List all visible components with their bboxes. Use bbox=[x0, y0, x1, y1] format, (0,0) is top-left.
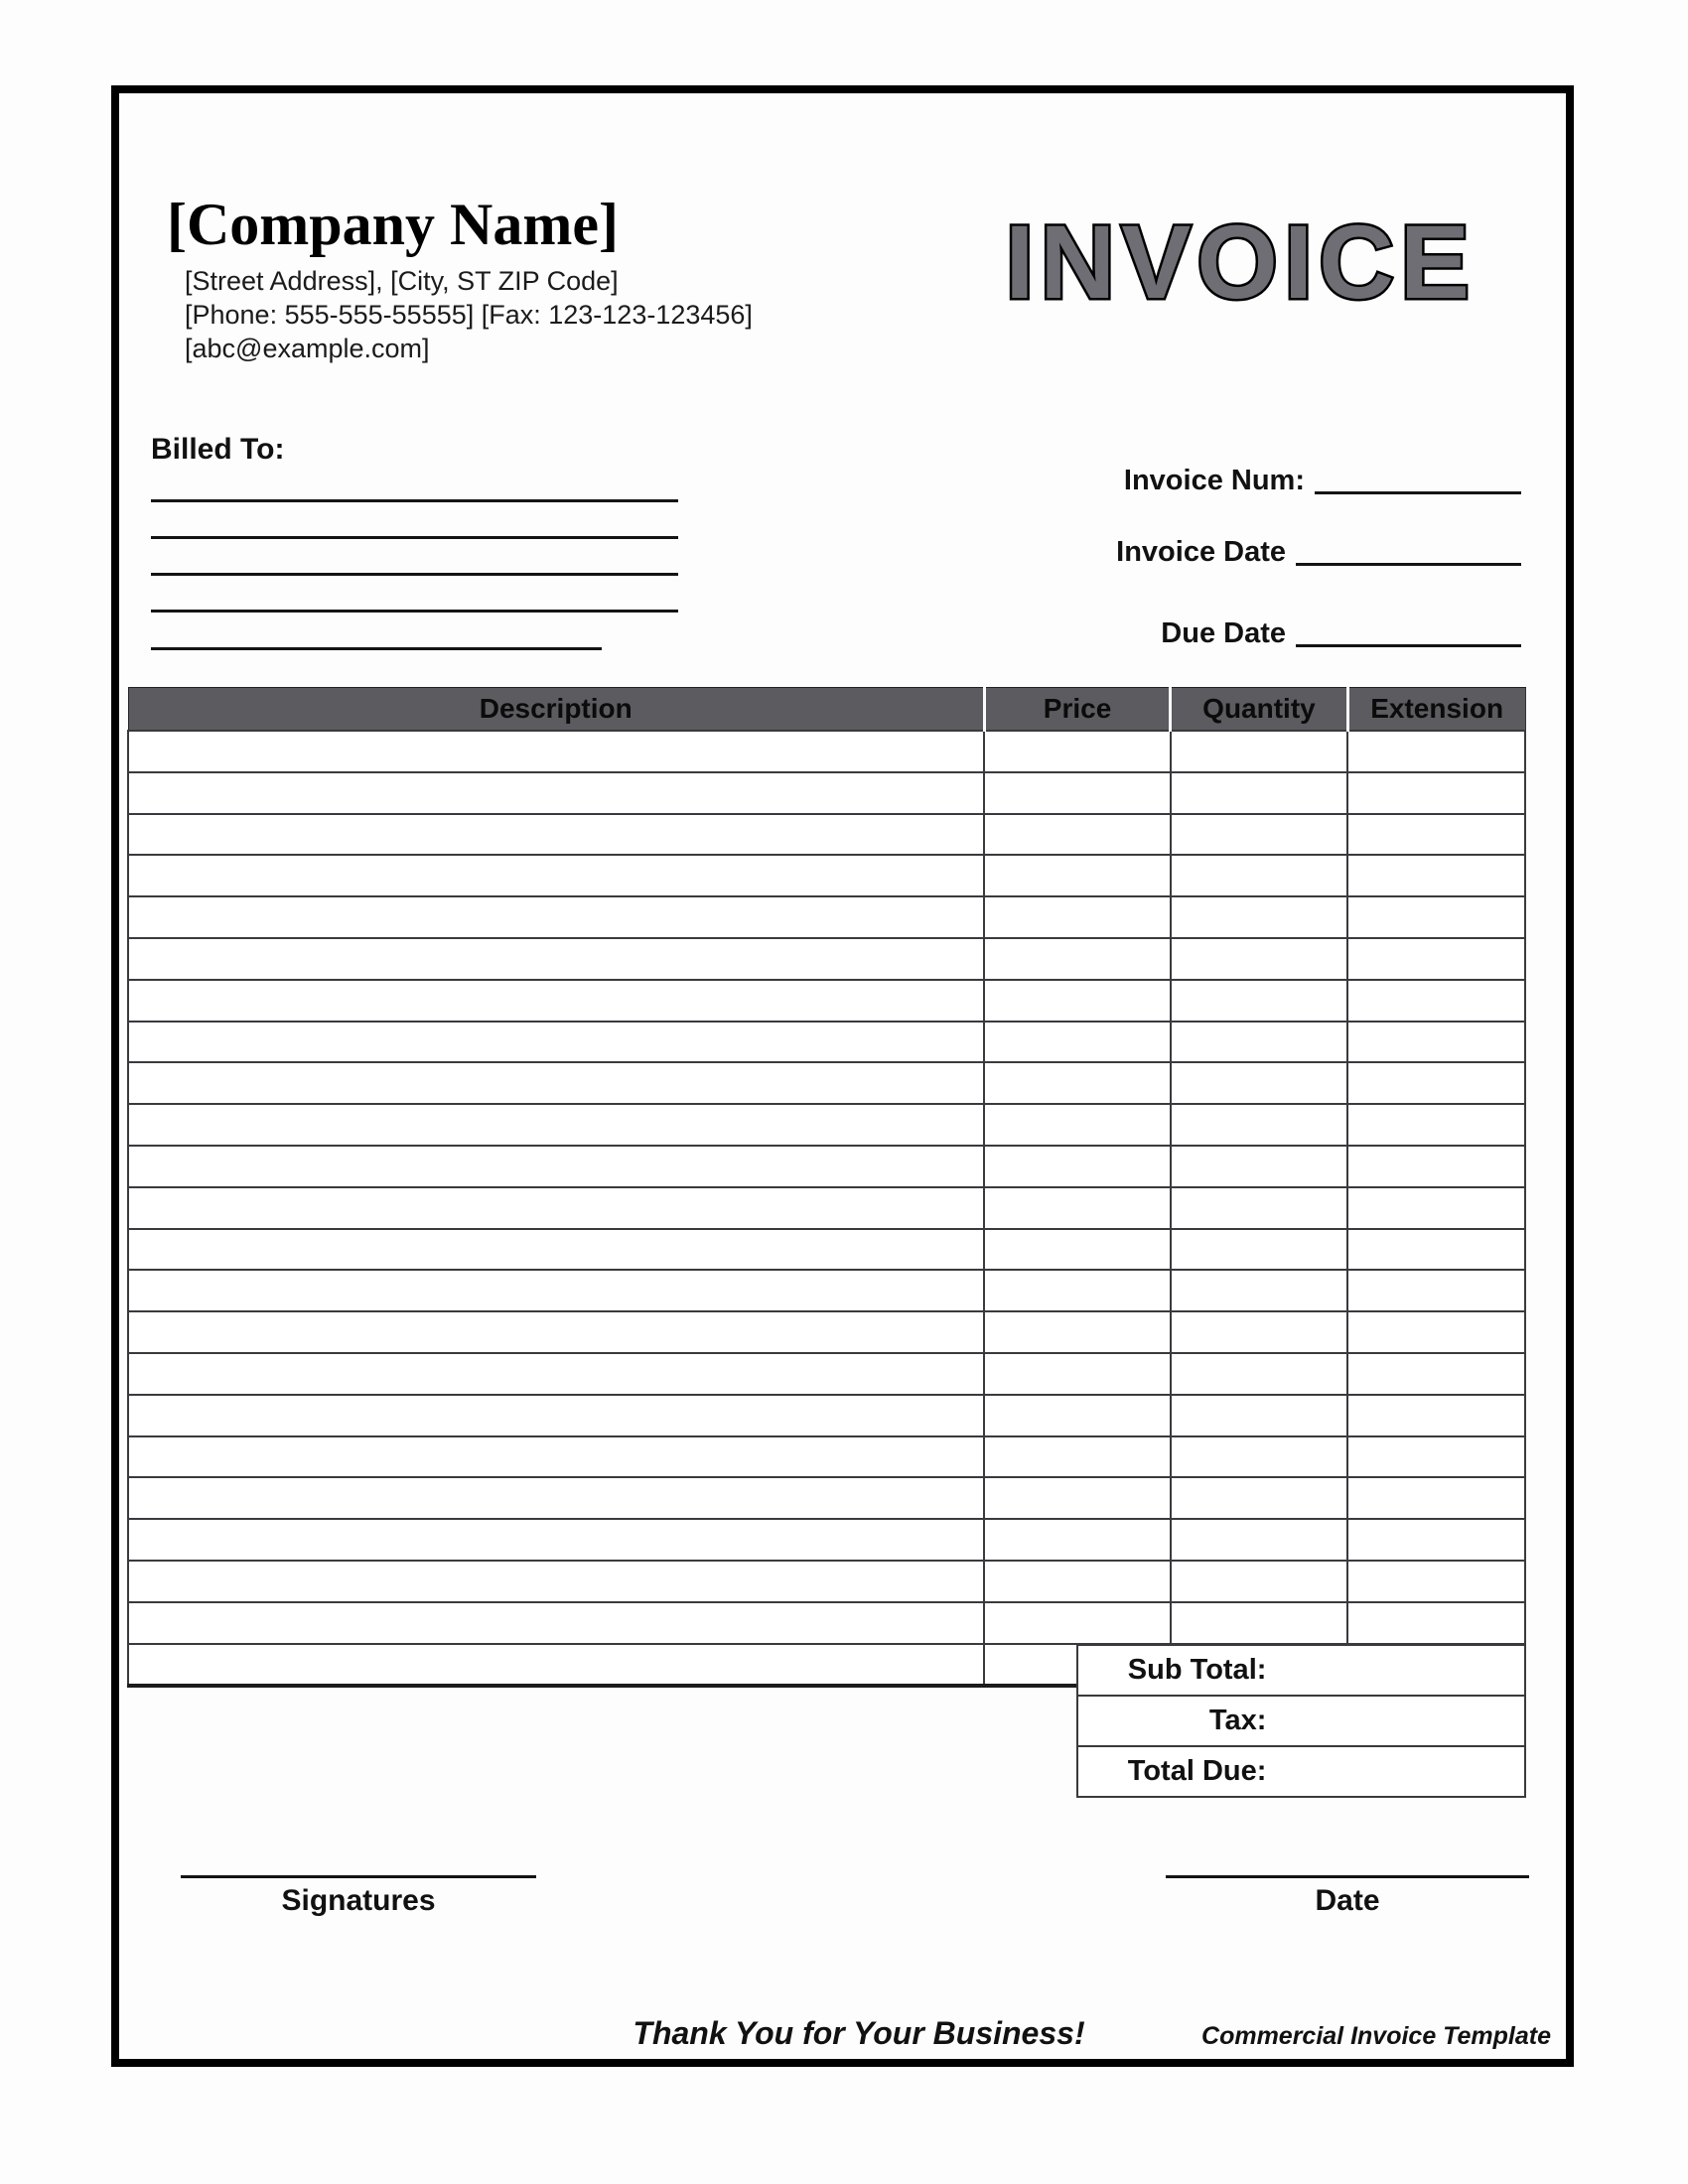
table-row bbox=[128, 1187, 1525, 1229]
table-cell bbox=[128, 1519, 984, 1561]
date-blank-line bbox=[1166, 1875, 1529, 1878]
table-row bbox=[128, 1270, 1525, 1311]
invoice-date-row bbox=[1116, 536, 1521, 569]
table-cell bbox=[1347, 1436, 1525, 1478]
billed-to-blank-line-4 bbox=[151, 610, 678, 613]
company-name: [Company Name] bbox=[167, 192, 619, 257]
table-cell bbox=[1171, 1561, 1348, 1602]
table-cell bbox=[1347, 1062, 1525, 1104]
table-cell bbox=[984, 938, 1170, 980]
table-cell bbox=[128, 731, 984, 772]
table-cell bbox=[128, 1477, 984, 1519]
column-header-description: Description bbox=[128, 688, 984, 732]
company-address-line-3: [abc@example.com] bbox=[185, 334, 430, 363]
table-cell bbox=[1347, 1022, 1525, 1063]
table-cell bbox=[1171, 1062, 1348, 1104]
table-cell bbox=[984, 1062, 1170, 1104]
header-row bbox=[128, 688, 1525, 732]
table-row bbox=[128, 896, 1525, 938]
invoice-table-body bbox=[128, 731, 1525, 1686]
table-cell bbox=[128, 1270, 984, 1311]
table-cell bbox=[128, 896, 984, 938]
table-cell bbox=[128, 814, 984, 856]
table-row bbox=[128, 855, 1525, 896]
table-cell bbox=[1347, 1229, 1525, 1271]
billed-to-blank-line-1 bbox=[151, 499, 678, 502]
tax-label: Tax: bbox=[1077, 1696, 1270, 1746]
table-cell bbox=[1171, 1519, 1348, 1561]
invoice-logo bbox=[973, 205, 1481, 316]
table-cell bbox=[984, 1395, 1170, 1436]
subtotal-row bbox=[1077, 1645, 1525, 1696]
column-header-price: Price bbox=[984, 688, 1170, 732]
table-cell bbox=[1171, 772, 1348, 814]
table-cell bbox=[1347, 1104, 1525, 1146]
table-cell bbox=[1171, 1602, 1348, 1644]
table-row bbox=[128, 731, 1525, 772]
signatures-blank-line bbox=[181, 1875, 536, 1878]
table-row bbox=[128, 1229, 1525, 1271]
table-cell bbox=[128, 1395, 984, 1436]
billed-to-blank-line-5 bbox=[151, 647, 602, 650]
table-cell bbox=[128, 1062, 984, 1104]
tax-row bbox=[1077, 1696, 1525, 1746]
table-row bbox=[128, 772, 1525, 814]
totals-box bbox=[1076, 1644, 1526, 1798]
table-row bbox=[128, 980, 1525, 1022]
date-label: Date bbox=[1315, 1884, 1380, 1917]
footer-thanks-message: Thank You for Your Business! bbox=[633, 2015, 1085, 2051]
table-cell bbox=[128, 938, 984, 980]
table-cell bbox=[984, 1187, 1170, 1229]
table-cell bbox=[1347, 980, 1525, 1022]
table-cell bbox=[128, 855, 984, 896]
table-cell bbox=[1347, 1602, 1525, 1644]
table-cell bbox=[1171, 896, 1348, 938]
billed-to-label: Billed To: bbox=[151, 433, 285, 466]
table-cell bbox=[1171, 1146, 1348, 1187]
table-cell bbox=[984, 1229, 1170, 1271]
invoice-date-label: Invoice Date bbox=[1116, 536, 1286, 568]
footer-template-name: Commercial Invoice Template bbox=[1201, 2022, 1551, 2050]
table-cell bbox=[1347, 1311, 1525, 1353]
table-cell bbox=[1347, 855, 1525, 896]
table-row bbox=[128, 1519, 1525, 1561]
table-cell bbox=[1347, 1353, 1525, 1395]
table-row bbox=[128, 1436, 1525, 1478]
table-cell bbox=[1171, 1311, 1348, 1353]
table-cell bbox=[984, 1519, 1170, 1561]
table-cell bbox=[984, 980, 1170, 1022]
table-cell bbox=[1347, 938, 1525, 980]
invoice-num-blank-line bbox=[1315, 491, 1521, 494]
table-cell bbox=[128, 1104, 984, 1146]
table-row bbox=[128, 1062, 1525, 1104]
table-cell bbox=[1171, 1436, 1348, 1478]
table-cell bbox=[1171, 731, 1348, 772]
line-items-header bbox=[128, 688, 1525, 732]
company-address-line-1: [Street Address], [City, ST ZIP Code] bbox=[185, 266, 619, 296]
table-cell bbox=[128, 1311, 984, 1353]
table-cell bbox=[1171, 1395, 1348, 1436]
invoice-date-blank-line bbox=[1296, 563, 1521, 566]
table-cell bbox=[1347, 1270, 1525, 1311]
due-date-label: Due Date bbox=[1161, 617, 1286, 649]
table-row bbox=[128, 1602, 1525, 1644]
table-cell bbox=[1347, 1187, 1525, 1229]
company-address-line-2: [Phone: 555-555-55555] [Fax: 123-123-123456] bbox=[185, 300, 753, 330]
invoice-num-row bbox=[1124, 465, 1521, 497]
table-row bbox=[128, 938, 1525, 980]
tax-value bbox=[1270, 1696, 1525, 1746]
table-cell bbox=[984, 1353, 1170, 1395]
table-cell bbox=[1171, 855, 1348, 896]
table-cell bbox=[128, 1187, 984, 1229]
billed-to-blank-line-2 bbox=[151, 536, 678, 539]
table-cell bbox=[1171, 814, 1348, 856]
table-cell bbox=[1347, 1561, 1525, 1602]
table-cell bbox=[1171, 1022, 1348, 1063]
column-header-extension: Extension bbox=[1347, 688, 1525, 732]
column-header-quantity: Quantity bbox=[1171, 688, 1348, 732]
table-cell bbox=[128, 1022, 984, 1063]
table-cell bbox=[128, 1146, 984, 1187]
table-cell bbox=[984, 731, 1170, 772]
table-cell bbox=[1347, 731, 1525, 772]
table-cell bbox=[984, 772, 1170, 814]
total-due-row bbox=[1077, 1746, 1525, 1797]
table-cell bbox=[984, 1436, 1170, 1478]
table-cell bbox=[128, 1644, 984, 1687]
table-cell bbox=[984, 1602, 1170, 1644]
table-cell bbox=[128, 980, 984, 1022]
totals-table bbox=[1076, 1644, 1526, 1798]
table-cell bbox=[1171, 1353, 1348, 1395]
table-cell bbox=[1171, 938, 1348, 980]
due-date-blank-line bbox=[1296, 644, 1521, 647]
subtotal-value bbox=[1270, 1645, 1525, 1696]
table-cell bbox=[984, 1104, 1170, 1146]
table-cell bbox=[1171, 1270, 1348, 1311]
table-cell bbox=[984, 814, 1170, 856]
invoice-logo-text: INVOICE bbox=[1005, 205, 1476, 316]
line-items-table bbox=[127, 687, 1526, 1688]
due-date-row bbox=[1161, 617, 1521, 650]
table-cell bbox=[128, 1602, 984, 1644]
company-address bbox=[185, 264, 753, 365]
table-cell bbox=[128, 1561, 984, 1602]
table-cell bbox=[1171, 1477, 1348, 1519]
table-row bbox=[128, 1395, 1525, 1436]
total-due-label: Total Due: bbox=[1077, 1746, 1270, 1797]
table-cell bbox=[984, 1477, 1170, 1519]
table-cell bbox=[1347, 814, 1525, 856]
invoice-num-label: Invoice Num: bbox=[1123, 465, 1305, 496]
signatures-label: Signatures bbox=[281, 1884, 436, 1917]
table-cell bbox=[984, 1146, 1170, 1187]
line-items-table-container bbox=[127, 687, 1526, 1688]
table-cell bbox=[1347, 896, 1525, 938]
table-cell bbox=[1347, 1395, 1525, 1436]
table-cell bbox=[984, 1022, 1170, 1063]
table-cell bbox=[984, 1311, 1170, 1353]
table-cell bbox=[984, 1561, 1170, 1602]
subtotal-label: Sub Total: bbox=[1077, 1645, 1270, 1696]
table-cell bbox=[1347, 1477, 1525, 1519]
table-cell bbox=[128, 1436, 984, 1478]
table-row bbox=[128, 1104, 1525, 1146]
table-cell bbox=[128, 772, 984, 814]
table-cell bbox=[128, 1229, 984, 1271]
table-cell bbox=[984, 896, 1170, 938]
table-row bbox=[128, 1022, 1525, 1063]
table-cell bbox=[1171, 1229, 1348, 1271]
table-cell bbox=[1171, 1187, 1348, 1229]
table-cell bbox=[1347, 1146, 1525, 1187]
table-cell bbox=[128, 1353, 984, 1395]
table-cell bbox=[1347, 1519, 1525, 1561]
table-row bbox=[128, 814, 1525, 856]
billed-to-blank-line-3 bbox=[151, 573, 678, 576]
table-cell bbox=[1347, 772, 1525, 814]
total-due-value bbox=[1270, 1746, 1525, 1797]
table-row bbox=[128, 1146, 1525, 1187]
table-row bbox=[128, 1477, 1525, 1519]
table-row bbox=[128, 1561, 1525, 1602]
table-row bbox=[128, 1311, 1525, 1353]
table-row bbox=[128, 1353, 1525, 1395]
table-cell bbox=[984, 855, 1170, 896]
table-cell bbox=[984, 1270, 1170, 1311]
table-cell bbox=[1171, 1104, 1348, 1146]
table-cell bbox=[1171, 980, 1348, 1022]
